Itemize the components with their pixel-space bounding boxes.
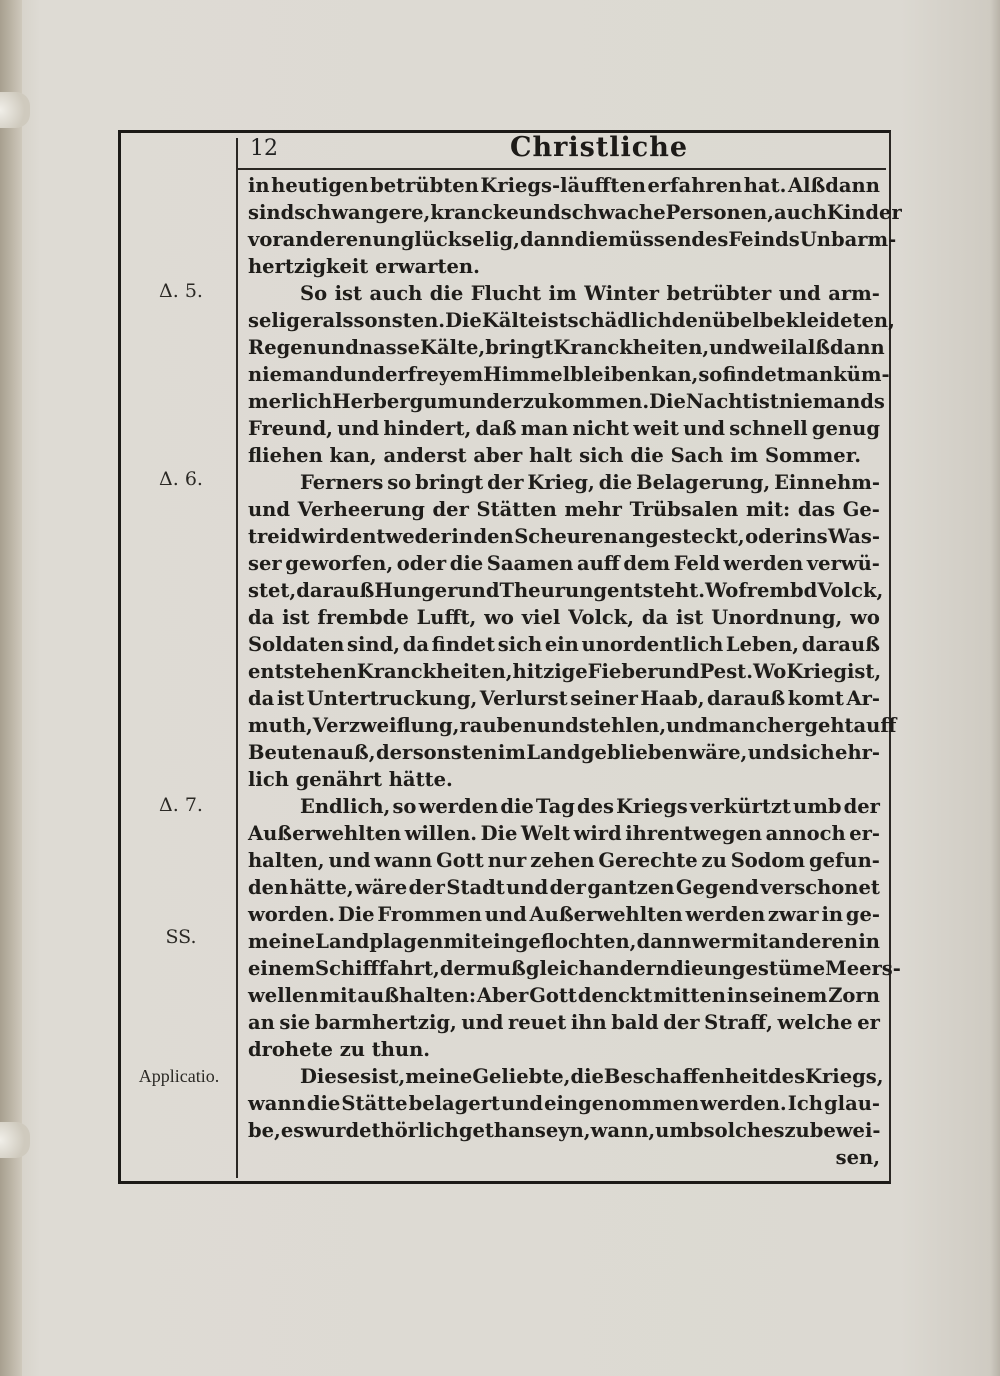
margin-note-applicatio: Applicatio. (138, 1066, 220, 1086)
text-line: sind schwangere, krancke und schwache Personen, auch Kinder (248, 201, 902, 224)
page-number: 12 (250, 136, 278, 161)
body-text (248, 172, 902, 1171)
text-line: in heutigen betrübten Kriegs-läufften erfahren hat. Alßdann (248, 174, 880, 197)
text-line: wann die Stätte belagert und eingenommen werden. Ich glau- (248, 1092, 880, 1115)
text-line: worden. Die Frommen und Außerwehlten werden zwar in ge- (248, 903, 880, 926)
margin-note-7: Δ. 7. (159, 794, 203, 816)
margin-note-6: Δ. 6. (159, 468, 203, 490)
binding-clip-top (0, 92, 30, 128)
text-line: wellen mit außhalten: Aber Gott denckt mitten in seinem Zorn (248, 984, 880, 1007)
text-line: lich genährt hätte. (248, 768, 453, 791)
text-line: den hätte, wäre der Stadt und der gantzen Gegend verschonet (248, 876, 880, 899)
text-line: Regen und nasse Kälte, bringt Kranckheiten, und weil alßdann (248, 336, 885, 359)
text-line: seliger als sonsten. Die Kälte ist schädlich den übel bekleideten, (248, 309, 895, 332)
text-line: fliehen kan, anderst aber halt sich die Sach im Sommer. (248, 444, 861, 467)
text-line: Beuten auß, der sonsten im Land geblieben wäre, und sich ehr- (248, 741, 880, 764)
text-line: da ist frembde Lufft, wo viel Volck, da ist Unordnung, wo (248, 606, 880, 629)
margin-divider (236, 138, 238, 1178)
text-line: So ist auch die Flucht im Winter betrübter und arm- (300, 282, 880, 305)
text-line: hertzigkeit erwarten. (248, 255, 480, 278)
text-line: an sie barmhertzig, und reuet ihn bald der Straff, welche er (248, 1011, 880, 1034)
text-line: Außerwehlten willen. Die Welt wird ihrentwegen annoch er- (248, 822, 880, 845)
text-line: da ist Untertruckung, Verlurst seiner Haab, darauß komt Ar- (248, 687, 880, 710)
binding-edge (0, 0, 22, 1376)
text-line: ser geworfen, oder die Saamen auff dem Feld werden verwü- (248, 552, 880, 575)
margin-note-5: Δ. 5. (159, 280, 203, 302)
text-line: niemand under freyem Himmel bleiben kan, so findet man küm- (248, 363, 890, 386)
text-line: treid wird entweder in den Scheuren angesteckt, oder ins Was- (248, 525, 880, 548)
text-line: merlich Herberg um underzukommen. Die Nacht ist niemands (248, 390, 885, 413)
text-line: vor anderen unglückselig, dann die müssen des Feinds Unbarm- (248, 228, 897, 251)
text-line: halten, und wann Gott nur zehen Gerechte zu Sodom gefun- (248, 849, 880, 872)
header-rule (238, 168, 886, 170)
text-line: muth, Verzweiflung, rauben und stehlen, und mancher geht auff (248, 714, 897, 737)
text-line: Endlich, so werden die Tag des Kriegs verkürtzt umb der (300, 795, 880, 818)
text-line: einem Schiff fahrt, der muß gleich andern die ungestüme Meers- (248, 957, 901, 980)
text-line: und Verheerung der Stätten mehr Trübsalen mit: das Ge- (248, 498, 880, 521)
binding-clip-bottom (0, 1122, 30, 1158)
text-line: meine Landplagen mit eingeflochten, dann wer mit anderen in (248, 930, 880, 953)
text-line: Soldaten sind, da findet sich ein unordentlich Leben, darauß (248, 633, 880, 656)
text-line: stet, darauß Hunger und Theurung entsteht. Wo frembd Volck, (248, 579, 884, 602)
text-line: be, es wurde thörlich gethan seyn, wann, umb solches zu bewei- (248, 1119, 881, 1142)
text-line: entstehen Kranckheiten, hitzige Fieber und Pest. Wo Krieg ist, (248, 660, 882, 683)
text-line: Ferners so bringt der Krieg, die Belagerung, Einnehm- (300, 471, 880, 494)
text-line: Freund, und hindert, daß man nicht weit und schnell genug (248, 417, 880, 440)
running-head: Christliche (510, 132, 689, 163)
text-line: drohete zu thun. (248, 1038, 431, 1061)
margin-note-ss: SS. (165, 926, 197, 948)
text-line: Dieses ist, meine Geliebte, die Beschaffenheit des Kriegs, (300, 1065, 884, 1088)
catchword: sen, (835, 1146, 880, 1169)
